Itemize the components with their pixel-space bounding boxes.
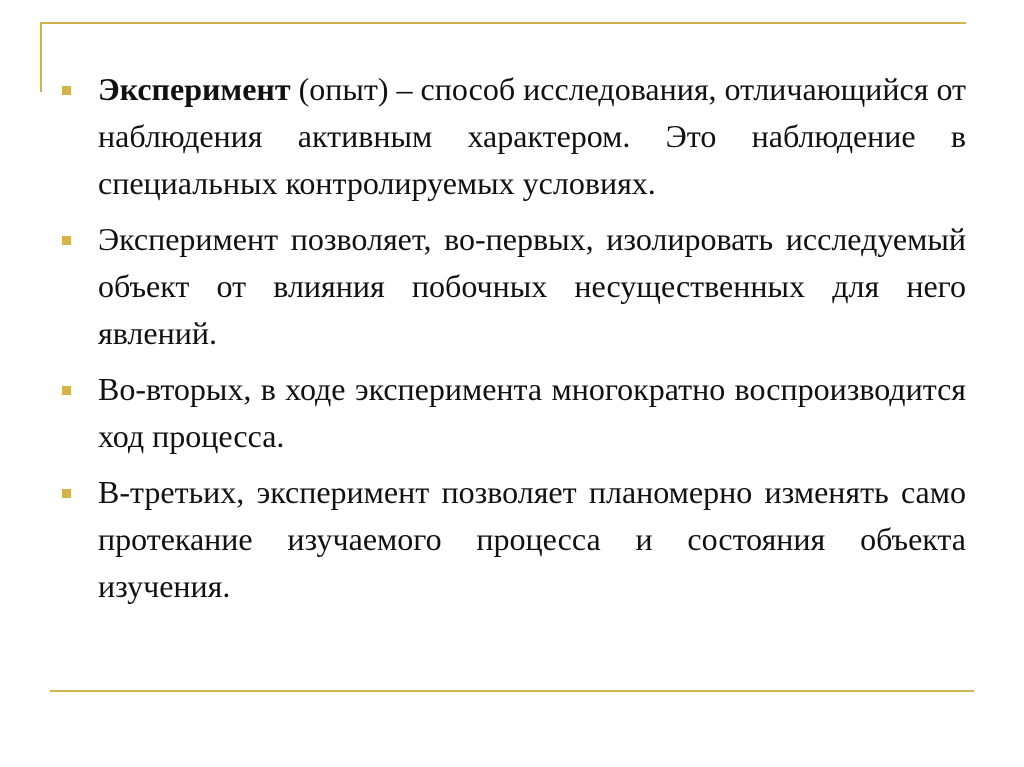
square-bullet-icon xyxy=(62,236,71,245)
bullet-text: В-третьих, эксперимент позволяет планомерно изменять само протекание изучаемого процесса и состояния объекта изучения. xyxy=(98,474,966,604)
bullet-text: Эксперимент позволяет, во-первых, изолировать исследуемый объект от влияния побочных несущественных для него явлений. xyxy=(98,221,966,351)
bullet-list xyxy=(58,66,966,619)
bullet-item-experiment-definition xyxy=(58,66,966,207)
left-divider xyxy=(40,22,42,92)
bullet-item-reproduction xyxy=(58,366,966,460)
square-bullet-icon xyxy=(62,489,71,498)
bottom-divider xyxy=(50,690,974,692)
square-bullet-icon xyxy=(62,386,71,395)
top-divider xyxy=(40,22,966,24)
bullet-text: (опыт) – способ исследования, отличающийся от наблюдения активным характером. Это наблюдение в специальных контролируемых условиях. xyxy=(98,71,966,201)
bullet-text: Во-вторых, в ходе эксперимента многократно воспроизводится ход процесса. xyxy=(98,371,966,454)
bullet-item-variation xyxy=(58,469,966,610)
bullet-term: Эксперимент xyxy=(98,71,291,107)
bullet-item-isolation xyxy=(58,216,966,357)
square-bullet-icon xyxy=(62,86,71,95)
